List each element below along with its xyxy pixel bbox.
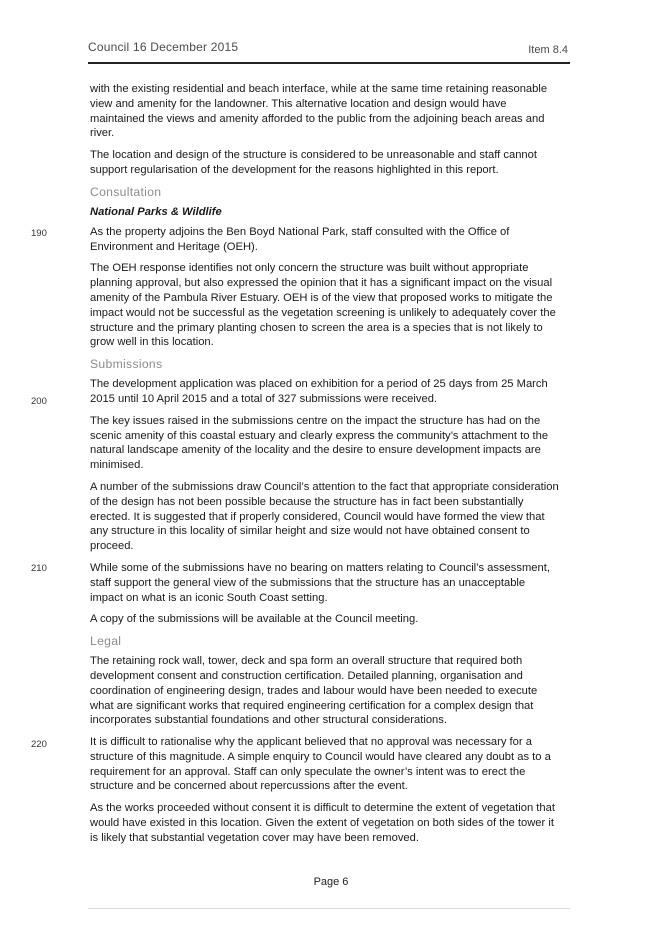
- line-number-200: 200: [31, 396, 47, 407]
- page-number: Page 6: [313, 876, 349, 888]
- section-heading-submissions: Submissions: [90, 357, 163, 372]
- paragraph: As the property adjoins the Ben Boyd National Park, staff consulted with the Office of Environment and Heritage (OEH).: [90, 225, 510, 253]
- paragraph: with the existing residential and beach interface, while at the same time retaining reasonable view and amenity for the landowner. This alternative location and design would have maintained the views and amenity afforded to the public from the adjoining beach areas and river.: [90, 83, 548, 140]
- section-heading-consultation: Consultation: [90, 184, 162, 199]
- page-header: [88, 40, 568, 62]
- paragraph: A copy of the submissions will be available at the Council meeting.: [90, 613, 419, 626]
- header-divider: [88, 62, 570, 64]
- item-number: Item 8.4: [528, 44, 568, 56]
- paragraph: While some of the submissions have no bearing on matters relating to Council’s assessment, staff support the general view of the submissions that the structure has an unacceptable impact on what is an iconic South Coast setting.: [90, 561, 550, 604]
- paragraph: It is difficult to rationalise why the applicant believed that no approval was necessary for a structure of this magnitude. A simple enquiry to Council would have cleared any doubt as to a requirement for an approval. Staff can only speculate the owner’s intent was to erect the structure and be concerned about repercussions after the event.: [90, 736, 551, 793]
- document-body: [90, 82, 560, 853]
- paragraph: A number of the submissions draw Council’s attention to the fact that appropriate consideration of the design has not been possible because the structure has in fact been substantially erected. It is suggested that if properly considered, Council would have formed the view that any structure in this locality of similar height and size would not have obtained consent to proceed.: [90, 480, 559, 553]
- subheading-national-parks: National Parks & Wildlife: [90, 205, 222, 218]
- section-heading-legal: Legal: [90, 634, 122, 649]
- paragraph: The location and design of the structure is considered to be unreasonable and staff cannot support regularisation of the development for the reasons highlighted in this report.: [90, 149, 537, 176]
- footer-divider: [88, 908, 570, 909]
- paragraph: As the works proceeded without consent it is difficult to determine the extent of vegetation that would have existed in this location. Given the extent of vegetation on both sides of the tower it is likely that substantial vegetation cover may have been removed.: [90, 802, 555, 844]
- paragraph: The development application was placed on exhibition for a period of 25 days from 25 March 2015 until 10 April 2015 and a total of 327 submissions were received.: [90, 378, 548, 405]
- paragraph: The OEH response identifies not only concern the structure was built without appropriate planning approval, but also expressed the opinion that it has a significant impact on the visual amenity of the Pambula River Estuary. OEH is of the view that proposed works to mitigate the impact would not be successful as the vegetation screening is unlikely to adequately cover the structure and the primary planting chosen to screen the area is a species that is not likely to grow well in this location.: [90, 262, 556, 349]
- paragraph: The key issues raised in the submissions centre on the impact the structure has had on the scenic amenity of this coastal estuary and clearly express the community’s attachment to the natural landscape amenity of the locality and the desire to ensure development impacts are minimised.: [90, 414, 549, 472]
- line-number-190: 190: [31, 228, 47, 239]
- meeting-title: Council 16 December 2015: [88, 40, 239, 54]
- paragraph: The retaining rock wall, tower, deck and spa form an overall structure that required both development consent and construction certification. Detailed planning, organisation and coordination of engineering design, trades and labour would have been needed to execute what are significant works that required engineering certification for a complex design that incorporates substantial foundations and other structural considerations.: [90, 655, 538, 727]
- line-number-210: 210: [31, 563, 47, 574]
- line-number-220: 220: [31, 739, 47, 750]
